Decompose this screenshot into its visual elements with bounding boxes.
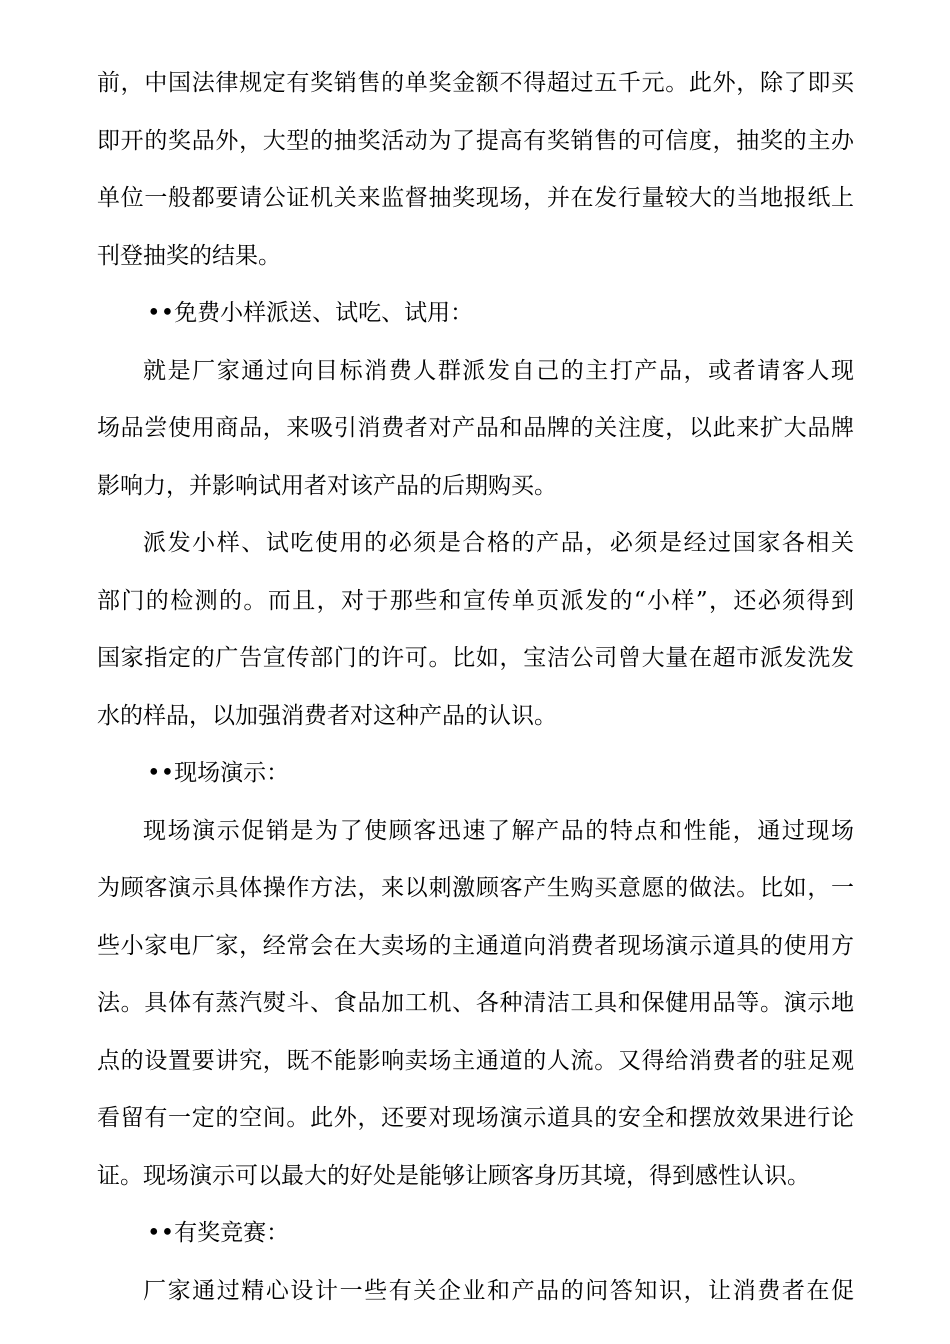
text-line: 影响力，并影响试用者对该产品的后期购买。 bbox=[97, 472, 557, 499]
text-line: 国家指定的广告宣传部门的许可。比如，宝洁公司曾大量在超市派发洗发 bbox=[97, 645, 854, 671]
document-page bbox=[97, 55, 854, 1320]
section-heading: ••现场演示： bbox=[147, 760, 290, 786]
text-line: 前，中国法律规定有奖销售的单奖金额不得超过五千元。此外，除了即买 bbox=[97, 70, 854, 96]
section-heading: ••有奖竞赛： bbox=[147, 1220, 290, 1246]
section-heading: ••免费小样派送、试吃、试用： bbox=[147, 300, 474, 326]
text-line: 场品尝使用商品，来吸引消费者对产品和品牌的关注度，以此来扩大品牌 bbox=[97, 415, 854, 441]
text-line: 证。现场演示可以最大的好处是能够让顾客身历其境，得到感性认识。 bbox=[97, 1162, 810, 1189]
text-line: 看留有一定的空间。此外，还要对现场演示道具的安全和摆放效果进行论 bbox=[97, 1105, 854, 1131]
text-line: 部门的检测的。而且，对于那些和宣传单页派发的“小样”，还必须得到 bbox=[97, 587, 854, 614]
text-line: 派发小样、试吃使用的必须是合格的产品，必须是经过国家各相关 bbox=[143, 530, 854, 556]
text-line: 厂家通过精心设计一些有关企业和产品的问答知识，让消费者在促 bbox=[143, 1277, 854, 1304]
text-line: 现场演示促销是为了使顾客迅速了解产品的特点和性能，通过现场 bbox=[143, 817, 854, 844]
text-line: 些小家电厂家，经常会在大卖场的主通道向消费者现场演示道具的使用方 bbox=[97, 932, 854, 959]
text-line: 即开的奖品外，大型的抽奖活动为了提高有奖销售的可信度，抽奖的主办 bbox=[97, 127, 854, 154]
text-line: 为顾客演示具体操作方法，来以刺激顾客产生购买意愿的做法。比如，一 bbox=[97, 875, 854, 901]
text-line: 就是厂家通过向目标消费人群派发自己的主打产品，或者请客人现 bbox=[143, 357, 854, 384]
text-line: 法。具体有蒸汽熨斗、食品加工机、各种清洁工具和保健用品等。演示地 bbox=[97, 990, 854, 1016]
text-line: 刊登抽奖的结果。 bbox=[97, 242, 281, 269]
text-line: 点的设置要讲究，既不能影响卖场主通道的人流。又得给消费者的驻足观 bbox=[97, 1047, 854, 1074]
text-line: 单位一般都要请公证机关来监督抽奖现场，并在发行量较大的当地报纸上 bbox=[97, 185, 854, 211]
text-line: 水的样品，以加强消费者对这种产品的认识。 bbox=[97, 702, 557, 729]
